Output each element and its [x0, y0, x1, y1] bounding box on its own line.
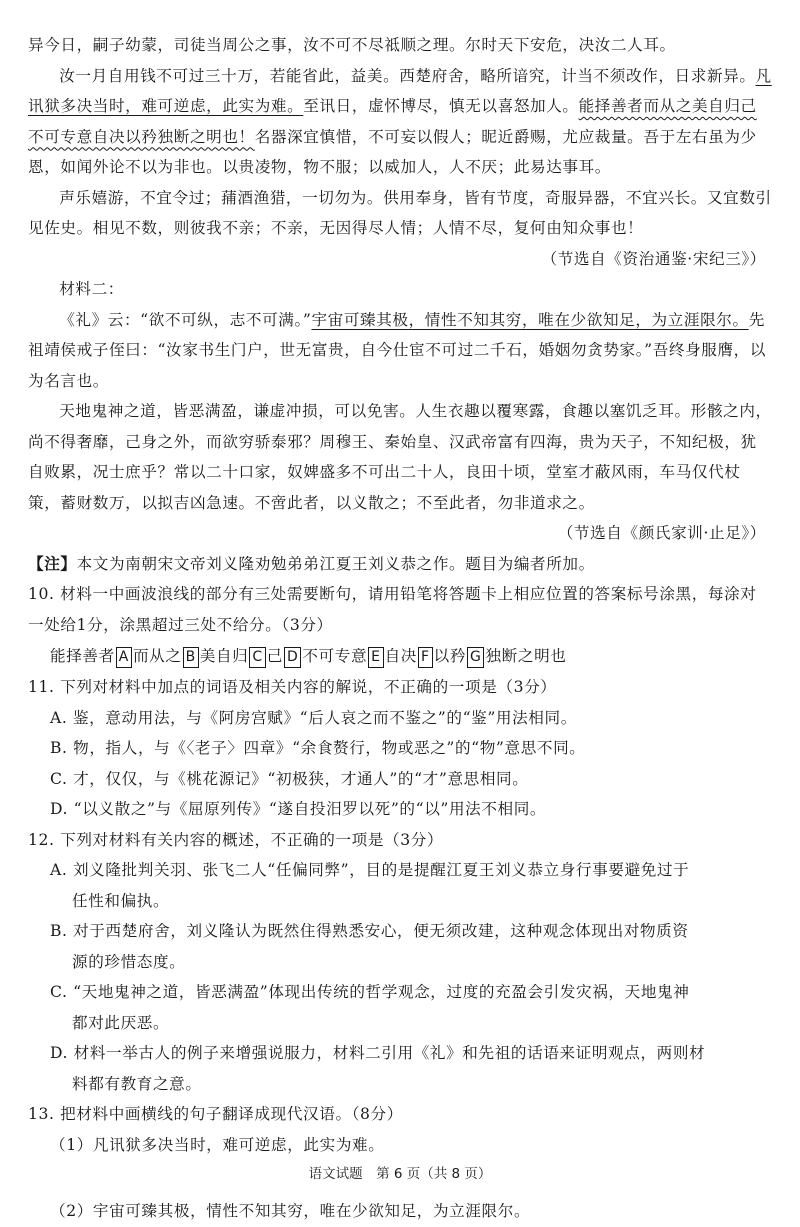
segment: 己 — [266, 647, 283, 665]
para-text: 《礼》云：“欲不可纵，志不可满。” — [59, 310, 312, 329]
wavy-underlined-sentence: 能择善者而从之美自归己不可专意自决以矜独断之明也！ — [28, 97, 757, 146]
break-marker-g[interactable]: G — [467, 647, 484, 668]
break-marker-a[interactable]: A — [116, 647, 132, 668]
material1-para1 — [28, 30, 772, 61]
segment: 美自归 — [199, 647, 249, 665]
q12-option-d-cont: 料都有教育之意。 — [72, 1074, 202, 1093]
break-marker-d[interactable]: D — [284, 647, 301, 668]
material1-para3 — [28, 183, 772, 244]
q12-option-a[interactable]: A. 刘义隆批判关羽、张飞二人“任偏同弊”，目的是提醒江夏王刘义恭立身行事要避免过于 — [50, 861, 690, 879]
note-label: 【注】 — [28, 553, 77, 573]
material1-para2 — [28, 61, 772, 183]
q11-option-b[interactable]: B. 物，指人，与《〈老子〉四章》“余食赘行，物或恶之”的“物”意思不同。 — [50, 739, 586, 757]
note-text: 本文为南朝宋文帝刘义隆劝勉弟弟江夏王刘义恭之作。题目为编者所加。 — [76, 554, 595, 573]
material2-para2 — [28, 396, 772, 518]
para-text: 天地鬼神之道，皆恶满盈，谦虚冲损，可以免害。人生衣趣以覆寒露，食趣以塞饥乏耳。形骸之内，尚不得奢靡，己身之外，而欲穷骄泰邪？周穆王、秦始皇、汉武帝富有四海，贵为天子，不知纪极，犹自败累，况士庶乎？常以二十口家，奴婢盛多不可出二十人，良田十顷，堂室才蔽风雨，车马仅代杖策，蓄财数万，以拟吉凶急速。不啻此者，以义散之；不至此者，勿非道求之。 — [28, 402, 772, 512]
break-marker-e[interactable]: E — [368, 647, 383, 668]
q12-option-c[interactable]: C. “天地鬼神之道，皆恶满盈”体现出传统的哲学观念，过度的充盈会引发灾祸，天地鬼神 — [50, 983, 690, 1001]
segment: 以矜 — [433, 647, 467, 665]
q12-option-d[interactable]: D. 材料一举古人的例子来增强说服力，材料二引用《礼》和先祖的话语来证明观点，两则材 — [50, 1044, 706, 1062]
para-text: 至讯日，虚怀博尽，慎无以喜怒加人。 — [303, 97, 579, 115]
segment: 而从之 — [132, 647, 182, 665]
q11-option-a[interactable]: A. 鉴，意动用法，与《阿房宫赋》“后人哀之而不鉴之”的“鉴”用法相同。 — [50, 708, 577, 727]
q12-option-b-cont: 源的珍惜态度。 — [72, 952, 186, 971]
note — [28, 549, 772, 580]
underlined-sentence-1: 凡讯狱多决当时，难可逆虑，此实为难。 — [28, 66, 772, 115]
q10-stem: 10. 材料一中画波浪线的部分有三处需要断句，请用铅笔将答题卡上相应位置的答案标号涂黑，每涂对一处给1分，涂黑超过三处不给分。（3分） — [28, 585, 757, 634]
material2-source: （节选自《颜氏家训·止足》） — [557, 524, 766, 542]
break-marker-b[interactable]: B — [183, 647, 199, 668]
segment: 自决 — [384, 647, 417, 665]
q13-stem: 13. 把材料中画横线的句子翻译成现代汉语。（8分） — [28, 1105, 403, 1123]
q12-option-a-cont: 任性和偏执。 — [72, 891, 170, 910]
para-text: 名器深宜慎惜，不可妄以假人；昵近爵赐，尤应裁量。吾于左右虽为少恩，如闻外论不以为非也。以贵凌物，物不服；以威加人，人不厌；此易达事耳。 — [28, 127, 757, 176]
q12-stem: 12. 下列对材料有关内容的概述，不正确的一项是（3分） — [28, 830, 444, 849]
q11-stem: 11. 下列对材料中加点的词语及相关内容的解说，不正确的一项是（3分） — [28, 678, 557, 696]
q10-segments — [28, 640, 772, 672]
material1-source: （节选自《资治通鉴·宋纪三》） — [541, 249, 766, 268]
break-marker-c[interactable]: C — [249, 647, 265, 668]
break-marker-f[interactable]: F — [418, 647, 433, 668]
q11-option-c[interactable]: C. 才，仅仅，与《桃花源记》“初极狭，才通人”的“才”意思相同。 — [50, 769, 529, 788]
q12-option-c-cont: 都对此厌恶。 — [72, 1013, 170, 1032]
para-text: 先祖靖侯戒子侄曰：“汝家书生门户，世无富贵，自今仕宦不可过二千石，婚姻勿贪势家。”吾终身服膺，以为名言也。 — [28, 310, 767, 390]
segment: 能择善者 — [50, 647, 115, 665]
q13-sentence-1: （1）凡讯狱多决当时，难可逆虑，此实为难。 — [50, 1135, 385, 1154]
material2-heading: 材料二： — [59, 280, 124, 298]
segment: 独断之明也 — [485, 647, 567, 665]
segment: 不可专意 — [302, 647, 368, 665]
q13-sentence-2: （2）宇宙可臻其极，情性不知其穷，唯在少欲知足，为立涯限尔。 — [50, 1202, 531, 1220]
para-text: 汝一月自用钱不可过三十万，若能省此，益美。西楚府舍，略所谙究，计当不须改作，日求新异。 — [59, 66, 756, 85]
underlined-sentence-2: 宇宙可臻其极，情性不知其穷，唯在少欲知足，为立涯限尔。 — [311, 310, 749, 329]
para-text: 异今日，嗣子幼蒙，司徒当周公之事，汝不可不尽祗顺之理。尔时天下安危，决汝二人耳。 — [28, 36, 676, 54]
material2-para1 — [28, 305, 772, 397]
q12-option-b[interactable]: B. 对于西楚府舍，刘义隆认为既然住得熟悉安心，便无须改建，这种观念体现出对物质资 — [50, 922, 689, 940]
q11-option-d[interactable]: D. “以义散之”与《屈原列传》“遂自投汨罗以死”的“以”用法不相同。 — [50, 800, 547, 818]
page-footer: 语文试题 第 6 页（共 8 页） — [308, 1166, 492, 1182]
para-text: 声乐嬉游，不宜令过；蒱酒渔猎，一切勿为。供用奉身，皆有节度，奇服异器，不宜兴长。又宜数引见佐史。相见不数，则彼我不亲；不亲，无因得尽人情；人情不尽，复何由知众事也！ — [28, 188, 772, 237]
